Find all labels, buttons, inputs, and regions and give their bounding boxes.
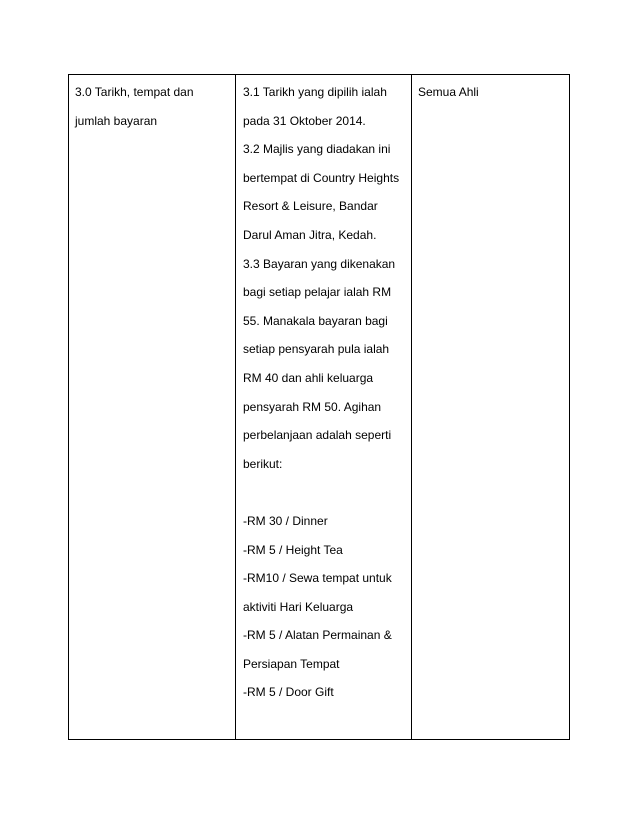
- cell-details: [236, 75, 412, 740]
- text-line: 3.1 Tarikh yang dipilih ialah: [243, 85, 387, 99]
- text-line: 3.0 Tarikh, tempat dan: [75, 85, 194, 99]
- blank-line: [243, 478, 407, 507]
- text-line: 55. Manakala bayaran bagi: [243, 313, 388, 328]
- list-item: -RM 30 / Dinner: [243, 513, 328, 528]
- text-line: perbelanjaan adalah seperti: [243, 428, 392, 443]
- list-item: -RM 5 / Door Gift: [243, 685, 334, 700]
- document-table: [68, 74, 570, 740]
- text-line: pada 31 Oktober 2014.: [243, 113, 366, 128]
- text-line: bagi setiap pelajar ialah RM: [243, 285, 392, 300]
- text-line: setiap pensyarah pula ialah: [243, 342, 390, 357]
- list-item: -RM10 / Sewa tempat untuk: [243, 571, 392, 586]
- text-line: pensyarah RM 50. Agihan: [243, 399, 382, 414]
- text-line: RM 40 dan ahli keluarga: [243, 370, 374, 385]
- cell-participants: [412, 75, 570, 740]
- list-item: aktiviti Hari Keluarga: [243, 599, 354, 614]
- list-item: -RM 5 / Height Tea: [243, 542, 343, 557]
- text-line: Darul Aman Jitra, Kedah.: [243, 227, 377, 242]
- table-row: [69, 75, 570, 740]
- text-line: 3.3 Bayaran yang dikenakan: [243, 256, 396, 271]
- text-line: berikut:: [243, 456, 283, 471]
- text-line: Semua Ahli: [418, 85, 479, 99]
- list-item: -RM 5 / Alatan Permainan &: [243, 628, 392, 643]
- text-line: jumlah bayaran: [75, 113, 158, 128]
- cell-topic: [69, 75, 236, 740]
- list-item: Persiapan Tempat: [243, 656, 340, 671]
- text-line: bertempat di Country Heights: [243, 170, 400, 185]
- text-line: 3.2 Majlis yang diadakan ini: [243, 142, 391, 157]
- text-line: Resort & Leisure, Bandar: [243, 199, 378, 214]
